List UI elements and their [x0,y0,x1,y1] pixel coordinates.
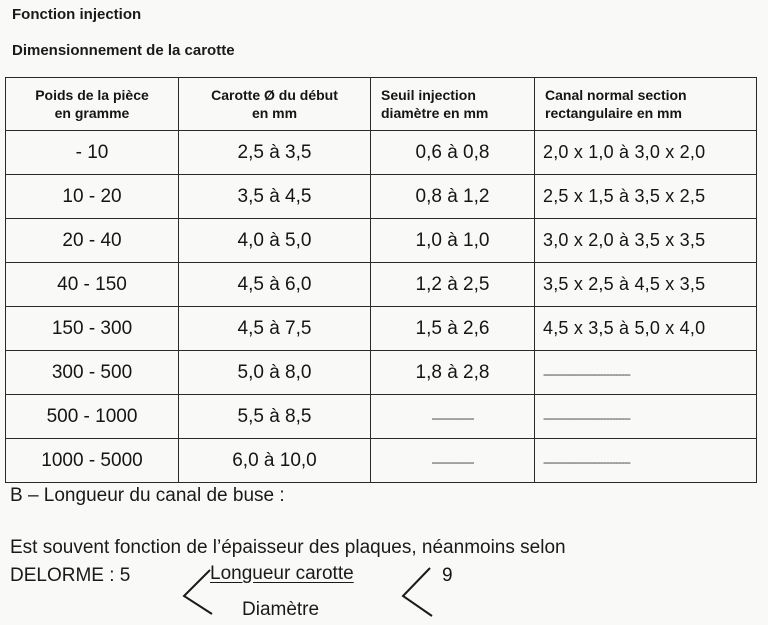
table-row [6,307,757,351]
header-line: Carotte Ø du début [211,87,338,103]
cell-sprue: 6,0 à 10,0 [179,439,371,483]
cell-weight: 500 - 1000 [6,395,179,439]
cell-sprue: 3,5 à 4,5 [179,175,371,219]
header-line: en gramme [54,105,130,121]
section-b-delorme-prefix: DELORME : 5 [10,565,131,586]
cell-gate: 1,0 à 1,0 [371,219,535,263]
table-row [6,219,757,263]
ratio-numerator: Longueur carotte [210,563,354,584]
header-line: Poids de la pièce [35,87,149,103]
header-line: Canal normal section [545,87,687,103]
dash-placeholder: ----------------------------- [543,367,630,381]
cell-gate: 1,8 à 2,8 [371,351,535,395]
cell-sprue: 2,5 à 3,5 [179,131,371,175]
table-row [6,175,757,219]
header-line: diamètre en mm [381,105,489,121]
less-than-symbol-right [400,566,434,618]
subtitle-sprue-sizing: Dimensionnement de la carotte [12,42,235,59]
header-sprue-diameter [179,78,371,131]
cell-gate: 1,5 à 2,6 [371,307,535,351]
cell-runner: 3,0 x 2,0 à 3,5 x 3,5 [535,219,757,263]
cell-weight: 40 - 150 [6,263,179,307]
sprue-sizing-table [5,77,757,483]
cell-weight: 1000 - 5000 [6,439,179,483]
cell-weight: - 10 [6,131,179,175]
cell-sprue: 5,5 à 8,5 [179,395,371,439]
cell-gate-empty [371,439,535,483]
section-b-title: B – Longueur du canal de buse : [10,485,285,506]
cell-gate-empty [371,395,535,439]
cell-runner-empty [535,351,757,395]
cell-sprue: 4,5 à 6,0 [179,263,371,307]
cell-runner: 3,5 x 2,5 à 4,5 x 3,5 [535,263,757,307]
table-row [6,439,757,483]
header-gate-diameter [371,78,535,131]
dash-placeholder: ----------------------------- [543,411,630,425]
header-part-weight [6,78,179,131]
cell-sprue: 5,0 à 8,0 [179,351,371,395]
cell-runner-empty [535,439,757,483]
cell-weight: 300 - 500 [6,351,179,395]
section-b-text-line: Est souvent fonction de l’épaisseur des plaques, néanmoins selon [10,537,566,558]
header-line: rectangulaire en mm [545,105,682,121]
table-row [6,351,757,395]
table-row [6,131,757,175]
dash-placeholder: -------------- [431,410,474,425]
cell-sprue: 4,5 à 7,5 [179,307,371,351]
header-line: en mm [251,105,298,121]
table-row [6,263,757,307]
cell-runner: 2,5 x 1,5 à 3,5 x 2,5 [535,175,757,219]
cell-weight: 10 - 20 [6,175,179,219]
table-row [6,395,757,439]
ratio-denominator: Diamètre [242,599,320,620]
cell-gate: 0,6 à 0,8 [371,131,535,175]
title-function-injection: Fonction injection [12,6,142,23]
dash-placeholder: -------------- [431,454,474,469]
table-header-row [6,78,757,131]
dash-placeholder: ----------------------------- [543,455,630,469]
cell-runner-empty [535,395,757,439]
cell-runner: 2,0 x 1,0 à 3,0 x 2,0 [535,131,757,175]
cell-weight: 20 - 40 [6,219,179,263]
cell-gate: 1,2 à 2,5 [371,263,535,307]
header-line: Seuil injection [381,87,476,103]
cell-runner: 4,5 x 3,5 à 5,0 x 4,0 [535,307,757,351]
cell-gate: 0,8 à 1,2 [371,175,535,219]
less-than-symbol-left [180,568,214,616]
cell-weight: 150 - 300 [6,307,179,351]
header-runner-section [535,78,757,131]
ratio-upper-bound: 9 [442,565,453,586]
cell-sprue: 4,0 à 5,0 [179,219,371,263]
